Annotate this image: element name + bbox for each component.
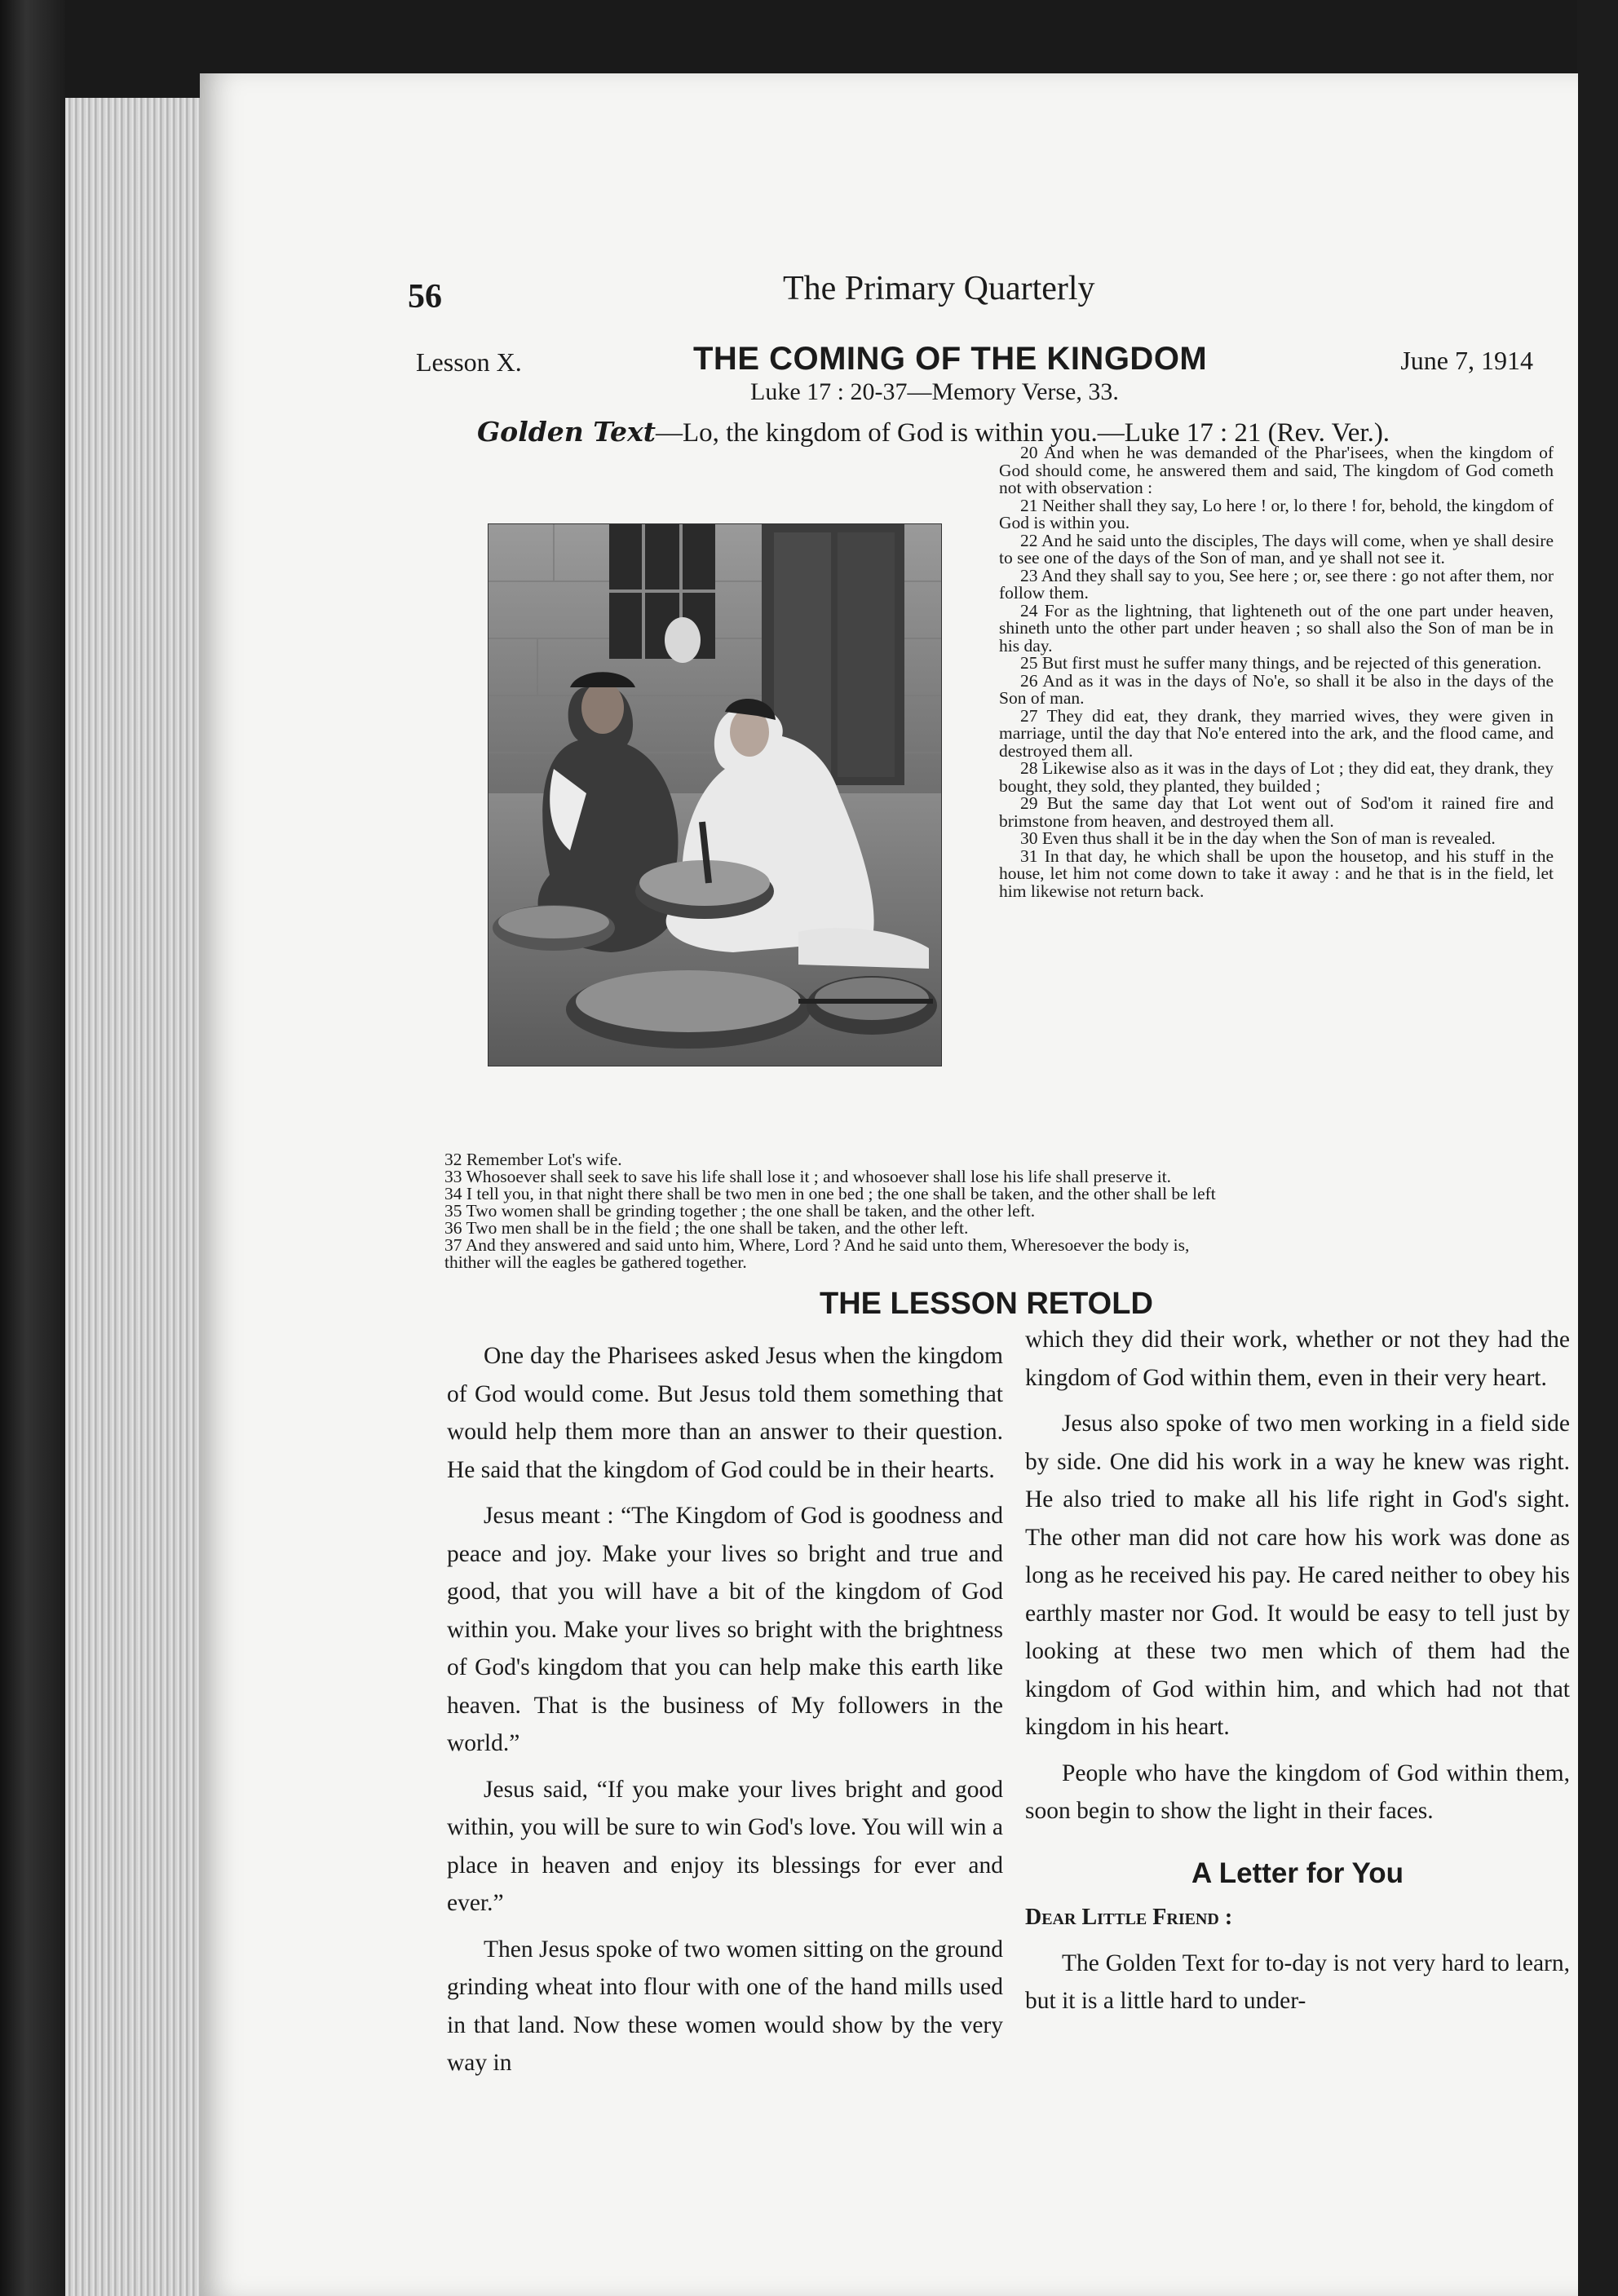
scripture-verse: 20 And when he was demanded of the Phar'isees, when the kingdom of God should come, he answered them and said, The kingdom of God cometh not with observation :: [999, 443, 1554, 497]
scripture-verse: 26 And as it was in the days of No'e, so shall it be also in the days of the Son of man.: [999, 670, 1554, 708]
scripture-verse: 33 Whosoever shall seek to save his life shall lose it ; and whosoever shall lose his life shall preserve it.: [444, 1167, 1172, 1186]
letter-heading: A Letter for You: [1191, 1857, 1404, 1889]
golden-text-label: Golden Text: [477, 416, 656, 448]
scripture-reference: Luke 17 : 20-37—Memory Verse, 33.: [750, 378, 1119, 405]
retold-right-column: [1025, 1321, 1570, 2029]
lesson-date: June 7, 1914: [1400, 346, 1533, 375]
scripture-verse: 25 But first must he suffer many things, and be rejected of this generation.: [1020, 653, 1542, 673]
scripture-verse: 34 I tell you, in that night there shall be two men in one bed ; the one shall be taken, and the other shall be left: [444, 1184, 1216, 1203]
scripture-verse-continuation: thither will the eagles be gathered together.: [444, 1252, 747, 1272]
retold-paragraph: which they did their work, whether or not they had the kingdom of God within them, even in their very heart.: [1025, 1327, 1570, 1391]
scripture-verse: 23 And they shall say to you, See here ; or, see there : go not after them, nor follow them.: [999, 565, 1554, 603]
scripture-side-column: [999, 444, 1554, 900]
scripture-verse: 28 Likewise also as it was in the days of Lot ; they did eat, they drank, they bought, they sold, they planted, they builded ;: [999, 758, 1554, 796]
scripture-verse: 27 They did eat, they drank, they married wives, they were given in marriage, until the day that No'e entered into the ark, and the flood came, and destroyed them all.: [999, 705, 1554, 761]
scripture-bottom-block: [444, 1151, 1554, 1271]
retold-paragraph: Jesus meant : “The Kingdom of God is goodness and peace and joy. Make your lives so bright and true and good, that you will have a bit of the kingdom of God within you. Make your lives so bright with the brightness of God's kingdom that you can help make this earth like heaven. That is the business of My followers in the world.”: [447, 1503, 1003, 1756]
page-stack-edge: [65, 98, 212, 2296]
golden-text: —Lo, the kingdom of God is within you.—Luke 17 : 21 (Rev. Ver.).: [655, 418, 1390, 448]
page-header: [408, 269, 1549, 318]
lesson-heading: [416, 341, 1533, 382]
letter-body: The Golden Text for to-day is not very hard to learn, but it is a little hard to under-: [1025, 1949, 1570, 2014]
scripture-verse: 29 But the same day that Lot went out of Sod'om it rained fire and brimstone from heaven, and destroyed them all.: [999, 793, 1554, 831]
retold-paragraph: Then Jesus spoke of two women sitting on the ground grinding wheat into flour with one of the hand mills used in that land. Now these women would show by the very way in: [447, 1936, 1003, 2076]
scripture-verse: 35 Two women shall be grinding together ; the one shall be taken, and the other left.: [444, 1201, 1036, 1221]
facing-page-edge: [1577, 0, 1618, 2296]
lesson-number: Lesson X.: [416, 347, 522, 377]
scripture-verse: 36 Two men shall be in the field ; the one shall be taken, and the other left.: [444, 1218, 969, 1238]
illustration-women-grinding: [488, 523, 942, 1066]
retold-paragraph: One day the Pharisees asked Jesus when the kingdom of God would come. But Jesus told them something that would help them more than an answer to their question. He said that the kingdom of God could be in their hearts.: [447, 1343, 1003, 1483]
letter-salutation: Dear Little Friend :: [1025, 1904, 1233, 1930]
scripture-verse: 37 And they answered and said unto him, Where, Lord ? And he said unto them, Wheresoever the body is,: [444, 1235, 1190, 1255]
scripture-verse: 32 Remember Lot's wife.: [444, 1150, 622, 1169]
retold-paragraph: Jesus said, “If you make your lives bright and good within, you will be sure to win God's love. You will win a place in heaven and enjoy its blessings for ever and ever.”: [447, 1776, 1003, 1916]
book-binding-edge: [0, 0, 65, 2296]
lesson-title: THE COMING OF THE KINGDOM: [693, 341, 1208, 377]
retold-paragraph: People who have the kingdom of God within them, soon begin to show the light in their faces.: [1025, 1760, 1570, 1824]
scripture-verse: 30 Even thus shall it be in the day when the Son of man is revealed.: [1020, 828, 1496, 848]
retold-paragraph: Jesus also spoke of two men working in a field side by side. One did his work in a way he knew was right. He also tried to make all his life right in God's sight. The other man did not care how his work was done as long as he received his pay. He cared neither to obey his earthly master nor God. It would be easy to tell just by looking at these two men which of them had the kingdom of God within him, and which had not that kingdom in his heart.: [1025, 1411, 1570, 1740]
scripture-verse: 31 In that day, he which shall be upon the housetop, and his stuff in the house, let him not come down to take it away : and he that is in the field, let him likewise not return back.: [999, 846, 1554, 901]
retold-left-column: [447, 1337, 1003, 2091]
running-title: The Primary Quarterly: [783, 270, 1095, 307]
page-number: 56: [408, 278, 442, 316]
lesson-retold-heading: THE LESSON RETOLD: [820, 1287, 1153, 1321]
scripture-verse: 21 Neither shall they say, Lo here ! or, lo there ! for, behold, the kingdom of God is within you.: [999, 495, 1554, 532]
scripture-verse: 24 For as the lightning, that lighteneth out of the one part under heaven, shineth unto the other part under heaven ; so shall also the Son of man be in his day.: [999, 600, 1554, 656]
scripture-verse: 22 And he said unto the disciples, The days will come, when ye shall desire to see one of the days of the Son of man, and ye shall not see it.: [999, 530, 1554, 567]
